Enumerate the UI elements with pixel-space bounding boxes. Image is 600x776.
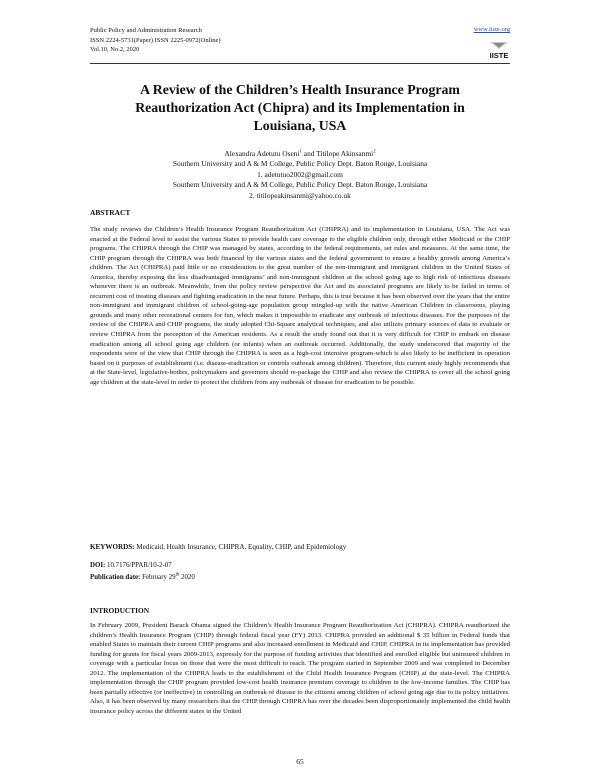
paper-title bbox=[90, 81, 510, 134]
author-affiliation-2: Southern University and A & M College, Public Policy Dept. Baton Rouge, Louisiana bbox=[172, 180, 428, 190]
keywords-label: KEYWORDS: bbox=[90, 543, 135, 551]
author-email-1: 1. adetutuo2002@gmail.com bbox=[257, 169, 343, 179]
publication-date bbox=[90, 574, 195, 581]
introduction-heading: INTRODUCTION bbox=[90, 606, 150, 615]
keywords-text: Medicaid, Health Insurance, CHIPRA, Equality, CHIP, and Epidemiology bbox=[134, 543, 347, 551]
author-block bbox=[90, 149, 510, 201]
journal-volume: Vol.10, No.2, 2020 bbox=[90, 46, 140, 54]
author-affiliation-1: Southern University and A & M College, Public Policy Dept. Baton Rouge, Louisiana bbox=[172, 159, 428, 169]
header-rule bbox=[90, 63, 510, 64]
publication-date-year: 2020 bbox=[179, 574, 195, 581]
journal-issn: ISSN 2224-5731(Paper) ISSN 2225-0972(Online) bbox=[90, 36, 221, 44]
author-sup-2: 2 bbox=[373, 149, 376, 155]
page-number: 65 bbox=[296, 757, 304, 766]
doi-label: DOI: bbox=[90, 562, 106, 569]
doi bbox=[90, 562, 172, 569]
author-sup-1: 1 bbox=[299, 149, 302, 155]
author-name-1: Alexandra Adetutu Oseni bbox=[224, 149, 300, 158]
author-email-2: 2. titilopeakinsanmi@yahoo.co.uk bbox=[249, 190, 351, 200]
title-line: Louisiana, USA bbox=[253, 117, 347, 133]
author-name-2: and Titilope Akinsanmi bbox=[301, 149, 374, 158]
journal-name: Public Policy and Administration Research bbox=[90, 27, 202, 34]
doi-value: 10.7176/PPAR/10-2-07 bbox=[105, 562, 172, 569]
title-line: A Review of the Children’s Health Insurance Program bbox=[140, 82, 460, 97]
logo-text: IISTE bbox=[489, 51, 509, 60]
abstract-heading: ABSTRACT bbox=[90, 208, 131, 217]
iiste-logo bbox=[488, 40, 510, 60]
keywords bbox=[90, 543, 510, 551]
journal-website-area bbox=[474, 26, 510, 33]
introduction-text: In February 2009, President Barack Obama signed the Children’s Health Insurance Program Reauthorization Act (CHIPRA). CHIPRA reauthorized the children’s Health Insurance Program (CHIP) through federal fiscal year (FY) 2013. CHIPRA provided an additional $ 35 billion in Federal funds that enabled States to maintain their current CHIP programs and also increased enrollment in Medicaid and CHIP. CHIPRA in its implementation has provided funding for grants for fiscal years 2009-2013, expressly for the purpose of funding activities that identified and enrolled eligible but uninsured children in coverage with a particular focus on those that were the most difficult to reach. The program started in September 2009 and was completed in December 2012. The implementation of the CHIPRA leads to the establishment of the Child Health Insurance Program (CHIP) at the state-level. The CHIPRA implementation through the CHIP program provided low-cost health insurance premium coverage to children in the low-income families. The CHIP has been partially effective (or ineffective) in controlling an outbreak of disease to the citizens among children of school going age due to its policy initiatives. Also, it has been observed by many researchers that the CHIP through CHIPRA has over the decades been disproportionately implemented the child health insurance policy across the different states in the United bbox=[90, 622, 510, 715]
title-line: Reauthorization Act (Chipra) and its Implementation in bbox=[135, 99, 465, 115]
publication-date-day: February 29 bbox=[140, 574, 176, 581]
publication-date-label: Publication date: bbox=[90, 574, 141, 581]
journal-header bbox=[90, 26, 221, 55]
abstract-text: The study reviews the Children’s Health Insurance Program Reauthorization Act (CHIPRA) and its implementation in Louisiana, USA. The Act was enacted at the Federal level to assist the various States to provide health care coverage to the eligible children only, through either Medicaid or the CHIP programs. The CHIPRA through the CHIP was managed by states, according to the federal requirements, set rules and measures. At the same time, the CHIP program through the CHIPRA was both financed by the various states and the federal government to ensure a healthy growth among America’s children. The Act (CHIPRA) paid little or no consideration to the great number of the non-immigrant and immigrant children in the United States of America, thereby exposing the less disadvantaged immigrants’ and non-immigrant children at the school going age to high risk of infectious diseases whenever there is an outbreak. Meanwhile, from the policy review perspective the Act and its associated programs are likely to be failed in terms of recurrent cost of treating diseases and fighting eradication in the near future. Perhaps, this is true because it has been observed over the years that the entire non-immigrant and immigrant children of school-going-age population group mingled-up with the native American Children in classrooms, playing grounds and many other recreational centers for fun, which makes it impossible to eradicate any outbreak of infectious diseases. For the purposes of the review of the CHIPRA and CHIP programs, the study adopted Chi-Square analytical techniques, and also utilizes primary sources of data to evaluate or review CHIPRA from the perception of the American residents. As a result the study found out that it is very difficult for CHIP to embark on disease eradication among all school going age children (or infants) when an outbreak occurred. Additionally, the study underscored that majority of the respondents were of the view that CHIP through the CHIPRA is seen as a high-cost intensive program-which is also likely to be inefficient in operation based on it purposes of establishment (i.e. disease-eradication or controls outbreak among children). Therefore, this current study highly recommends that at the State-level, legislative-bodies, policymakers and governors should re-package the CHIP and also review the CHIPRA to cover all the school going age children at the state-level in order to protect the children from any outbreak of disease for eradication to be possible. bbox=[90, 226, 510, 386]
publication-date-suffix: th bbox=[175, 572, 180, 578]
journal-website-link[interactable]: www.iiste.org bbox=[473, 26, 510, 33]
author-names bbox=[90, 149, 510, 159]
